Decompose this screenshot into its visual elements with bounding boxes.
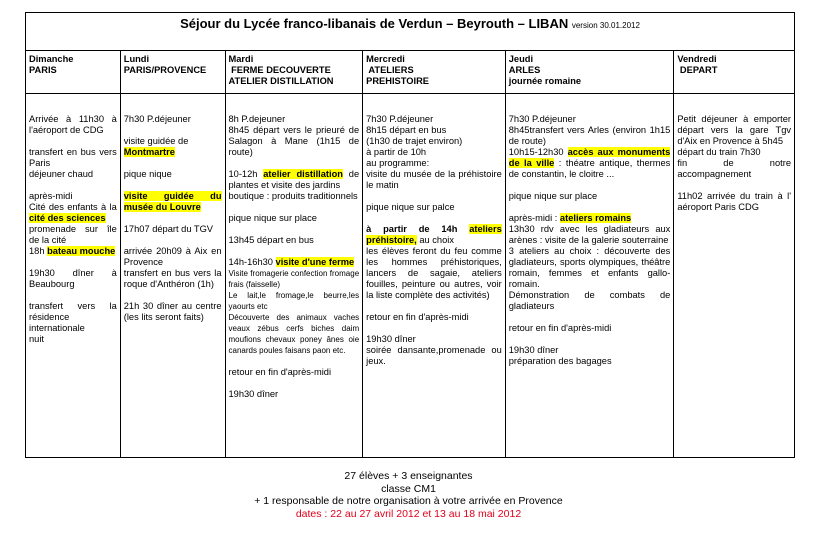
- schedule-text: 8h45 départ vers le prieuré de Salagon à Mane (1h15 de route): [228, 125, 360, 157]
- day-schedule: [506, 94, 675, 458]
- schedule-text: Arrivée à 11h30 à l'aéroport de CDG: [29, 114, 117, 135]
- schedule-text: transfert en bus vers la roque d'Anthéron (1h): [123, 268, 222, 289]
- schedule-paragraph: [124, 169, 222, 180]
- day-schedule: [26, 94, 121, 458]
- highlighted-activity: ateliers romains: [559, 213, 632, 223]
- schedule-text: retour en fin d'après-midi: [228, 367, 332, 377]
- schedule-text: retour en fin d'après-midi: [508, 323, 612, 333]
- schedule-text: retour en fin d'après-midi: [366, 312, 469, 322]
- schedule-paragraph: [366, 114, 502, 191]
- schedule-paragraph: [124, 191, 222, 213]
- schedule-paragraph: [29, 147, 117, 180]
- schedule-text: soirée dansante,promenade ou jeux.: [366, 345, 502, 366]
- schedule-text: pique nique sur place: [228, 213, 317, 223]
- schedule-text: 13h30 rdv avec les gladiateurs aux arènes : visite de la galerie souterraine: [508, 224, 671, 245]
- schedule-paragraph: [29, 114, 117, 136]
- footer-dates: dates : 22 au 27 avril 2012 et 13 au 18 mai 2012: [295, 507, 522, 520]
- day-header-line: ATELIERS: [366, 65, 414, 75]
- highlighted-activity: ateliers préhistoire,: [366, 224, 502, 245]
- schedule-text: 13h45 départ en bus: [228, 235, 314, 245]
- title-text: Séjour du Lycée franco-libanais de Verdun – Beyrouth – LIBAN: [180, 16, 569, 31]
- footer-class: classe CM1: [381, 482, 436, 495]
- day-header-line: ATELIER DISTILLATION: [228, 76, 334, 86]
- schedule-paragraph: [29, 268, 117, 290]
- schedule-text: à partir de 10h: [366, 147, 427, 157]
- highlighted-activity: visite d'une ferme: [275, 257, 355, 267]
- schedule-paragraph: [366, 312, 502, 323]
- schedule-paragraph: [509, 323, 671, 334]
- schedule-paragraph: [229, 389, 360, 400]
- schedule-text: 18h: [29, 246, 48, 256]
- schedule-text: 10-12h: [228, 169, 264, 179]
- schedule-text: départ du train 7h30: [677, 147, 761, 157]
- highlighted-activity: visite guidée du musée du Louvre: [123, 191, 222, 212]
- day-header-line: Lundi: [123, 54, 150, 64]
- schedule-text: après-midi: [29, 191, 73, 201]
- schedule-text: pique nique sur place: [508, 191, 598, 201]
- schedule-paragraph: [509, 191, 671, 202]
- day-header-row: [26, 51, 794, 94]
- schedule-paragraph: [29, 191, 117, 257]
- day-header-line: PREHISTOIRE: [366, 76, 429, 86]
- schedule-paragraph: [509, 213, 671, 312]
- schedule-paragraph: [366, 334, 502, 367]
- schedule-paragraph: [124, 114, 222, 125]
- highlighted-activity: accès aux monuments de la ville: [508, 147, 671, 168]
- schedule-text: (1h30 de trajet environ): [366, 136, 463, 146]
- day-header: [121, 51, 226, 93]
- schedule-paragraph: [124, 246, 222, 290]
- schedule-paragraph: [366, 202, 502, 213]
- schedule-paragraph: [509, 345, 671, 367]
- schedule-paragraph: [229, 169, 360, 202]
- schedule-text: au choix: [416, 235, 454, 245]
- schedule-text: au programme:: [366, 158, 430, 168]
- schedule-text: les élèves feront du feu comme les hommes préhistoriques, lancers de sagaie, ateliers fouilles, peinture ou autres, voir la liste complète des activités): [366, 246, 502, 300]
- schedule-text: fin de notre accompagnement: [677, 158, 792, 179]
- day-header: [26, 51, 121, 93]
- day-header-line: PARIS/PROVENCE: [123, 65, 207, 75]
- program-table: [25, 12, 795, 458]
- day-schedule: [363, 94, 506, 458]
- schedule-text: visite du musée de la préhistoire le matin: [366, 169, 502, 190]
- schedule-text: 21h 30 dîner au centre (les lits seront faits): [123, 301, 222, 322]
- schedule-text: nuit: [29, 334, 44, 344]
- schedule-text: Le lait,le fromage,le beurre,les yaourts etc: [228, 291, 360, 311]
- schedule-paragraph: [29, 301, 117, 345]
- schedule-text: après-midi :: [508, 213, 560, 223]
- schedule-text: promenade sur île de la cité: [29, 224, 117, 245]
- version-label: version 30.01.2012: [571, 21, 640, 30]
- schedule-paragraph: [124, 224, 222, 235]
- highlighted-activity: bateau mouche: [47, 246, 116, 256]
- schedule-paragraph: [677, 114, 791, 180]
- schedule-text: pique nique sur palce: [366, 202, 455, 212]
- schedule-text: préparation des bagages: [508, 356, 612, 366]
- schedule-text: 7h30 P.déjeuner: [123, 114, 191, 124]
- day-header-line: Dimanche: [29, 54, 74, 64]
- schedule-paragraph: [366, 224, 502, 301]
- footer-students: 27 élèves + 3 enseignantes: [344, 470, 473, 482]
- day-header: [226, 51, 364, 93]
- schedule-text: 7h30 P.déjeuner: [508, 114, 576, 124]
- schedule-text: Démonstration de combats de gladiateurs: [508, 290, 671, 311]
- highlighted-activity: cité des sciences: [29, 213, 106, 223]
- schedule-text: de plantes et visite des jardins: [228, 169, 360, 190]
- day-body-row: [26, 94, 794, 458]
- day-header-line: ARLES: [508, 65, 541, 75]
- schedule-paragraph: [509, 114, 671, 180]
- day-header-line: PARIS: [29, 65, 57, 75]
- day-header-line: Vendredi: [677, 54, 717, 64]
- schedule-text: Cité des enfants à la: [29, 202, 117, 212]
- schedule-text: 19h30 dîner: [508, 345, 559, 355]
- schedule-paragraph: [229, 235, 360, 246]
- schedule-text: 8h P.dejeuner: [228, 114, 286, 124]
- day-header-line: Jeudi: [508, 54, 534, 64]
- schedule-paragraph: [124, 136, 222, 158]
- day-header-line: Mardi: [228, 54, 254, 64]
- document-title: [26, 13, 794, 51]
- schedule-text: 19h30 dîner: [366, 334, 416, 344]
- schedule-text: Découverte des animaux vaches veaux zébus cerfs biches daim moufions chevaux poney ânes oie canards poules faisans paon etc.: [228, 313, 360, 355]
- schedule-text: déjeuner chaud: [29, 169, 94, 179]
- schedule-text: arrivée 20h09 à Aix en Provence: [123, 246, 222, 267]
- day-schedule: [226, 94, 364, 458]
- schedule-paragraph: [124, 301, 222, 323]
- day-header-line: FERME DECOUVERTE: [228, 65, 331, 75]
- highlighted-activity: Montmartre: [123, 147, 175, 157]
- schedule-text: 19h30 dîner: [228, 389, 279, 399]
- footer-organizer: + 1 responsable de notre organisation à votre arrivée en Provence: [254, 495, 563, 507]
- schedule-text: Visite fromagerie confection fromage frais (faisselle): [228, 269, 360, 289]
- day-schedule: [121, 94, 226, 458]
- day-header: [674, 51, 794, 93]
- schedule-text: 7h30 P.déjeuner: [366, 114, 434, 124]
- day-header-line: journée romaine: [508, 76, 582, 86]
- schedule-paragraph: [229, 213, 360, 224]
- schedule-text: 8h45transfert vers Arles (environ 1h15 de route): [508, 125, 671, 146]
- schedule-paragraph: [677, 191, 791, 213]
- day-header: [363, 51, 506, 93]
- schedule-text: transfert en bus vers Paris: [29, 147, 117, 168]
- schedule-text: 19h30 dîner à Beaubourg: [29, 268, 117, 289]
- schedule-text: 10h15-12h30: [508, 147, 568, 157]
- schedule-text: 17h07 départ du TGV: [123, 224, 214, 234]
- schedule-text: visite guidée de: [123, 136, 189, 146]
- schedule-text: pique nique: [123, 169, 172, 179]
- schedule-text: à partir de 14h: [366, 224, 470, 234]
- day-header-line: DEPART: [677, 65, 718, 75]
- schedule-text: transfert vers la résidence internationale: [29, 301, 117, 333]
- schedule-paragraph: [229, 257, 360, 356]
- schedule-paragraph: [229, 114, 360, 158]
- schedule-text: 11h02 arrivée du train à l' aéroport Paris CDG: [677, 191, 792, 212]
- day-header: [506, 51, 675, 93]
- schedule-text: 14h-16h30: [228, 257, 276, 267]
- footer: [0, 470, 817, 520]
- day-header-line: Mercredi: [366, 54, 405, 64]
- schedule-text: 8h15 départ en bus: [366, 125, 447, 135]
- schedule-text: boutique : produits traditionnels: [228, 191, 358, 201]
- schedule-text: : théatre antique, thermes de constantin, le cloitre ...: [508, 158, 671, 179]
- schedule-paragraph: [229, 367, 360, 378]
- day-schedule: [674, 94, 794, 458]
- schedule-text: Petit déjeuner à emporter départ vers la gare Tgv d'Aix en Provence à 5h45: [677, 114, 792, 146]
- schedule-text: 3 ateliers au choix : découverte des gladiateurs, sports olympiques, théâtre romain, femmes et enfants gallo-romain.: [508, 246, 671, 289]
- highlighted-activity: atelier distillation: [263, 169, 343, 179]
